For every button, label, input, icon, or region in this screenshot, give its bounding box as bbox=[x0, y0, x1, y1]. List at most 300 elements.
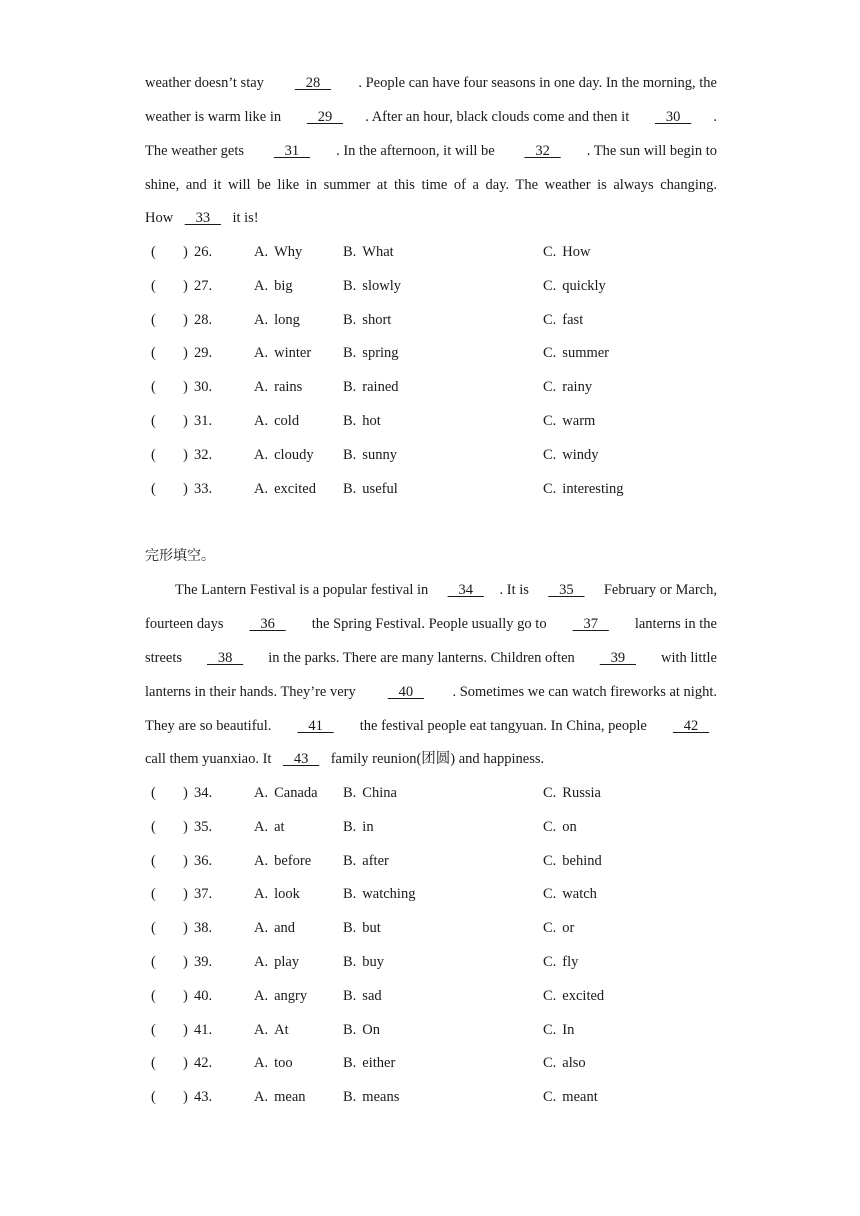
option-text: excited bbox=[274, 480, 316, 497]
answer-blank[interactable]: 31 bbox=[273, 143, 310, 159]
option-text: summer bbox=[562, 345, 610, 362]
question-number-value: 33 bbox=[194, 480, 209, 497]
question-row bbox=[145, 242, 717, 262]
passage-text: . People can have four seasons in one day. In the morning, the bbox=[358, 75, 717, 91]
option-text: big bbox=[274, 277, 293, 294]
question-row bbox=[145, 986, 717, 1006]
option-text: cloudy bbox=[274, 446, 314, 463]
passage-text: How bbox=[145, 210, 177, 226]
option-a[interactable] bbox=[254, 918, 295, 938]
option-text: On bbox=[362, 1021, 381, 1038]
answer-blank[interactable]: 40 bbox=[387, 684, 425, 700]
option-a[interactable] bbox=[254, 1087, 306, 1107]
option-c[interactable] bbox=[543, 479, 624, 499]
option-letter: B. bbox=[343, 244, 357, 260]
option-text: In bbox=[562, 1021, 575, 1038]
option-a[interactable] bbox=[254, 411, 299, 431]
answer-paren[interactable]: ) bbox=[183, 954, 188, 970]
paren-open: ( bbox=[151, 446, 156, 463]
question-number bbox=[194, 445, 212, 465]
answer-blank[interactable]: 30 bbox=[654, 109, 692, 125]
option-a[interactable] bbox=[254, 276, 293, 296]
passage-line bbox=[145, 141, 717, 161]
option-c[interactable] bbox=[543, 884, 597, 904]
paren-open: ( bbox=[151, 379, 156, 396]
option-text: meant bbox=[562, 1089, 598, 1106]
passage-text: call them yuanxiao. It bbox=[145, 751, 276, 767]
question-row bbox=[145, 1053, 717, 1073]
question-number bbox=[194, 817, 212, 837]
passage-text: lanterns in their hands. They’re very bbox=[145, 684, 360, 700]
passage-text: . The sun will begin to bbox=[586, 143, 717, 159]
question-number-dot: . bbox=[208, 379, 213, 396]
question-number-dot: . bbox=[208, 311, 213, 328]
option-letter: A. bbox=[254, 920, 269, 937]
option-c[interactable] bbox=[543, 377, 592, 397]
option-text: hot bbox=[362, 413, 381, 429]
passage-text: weather doesn’t stay bbox=[145, 75, 268, 91]
option-c[interactable] bbox=[543, 986, 604, 1006]
answer-paren[interactable]: ) bbox=[183, 987, 188, 1004]
answer-blank[interactable]: 29 bbox=[306, 109, 344, 125]
option-b[interactable] bbox=[343, 851, 389, 871]
question-number-value: 42 bbox=[194, 1055, 209, 1072]
option-text: At bbox=[274, 1021, 289, 1038]
option-c[interactable] bbox=[543, 411, 595, 431]
option-letter: A. bbox=[254, 345, 269, 362]
paren-open: ( bbox=[151, 1089, 156, 1106]
option-b[interactable] bbox=[343, 986, 382, 1006]
answer-paren[interactable]: ) bbox=[183, 785, 188, 801]
option-c[interactable] bbox=[543, 242, 591, 262]
question-number-value: 34 bbox=[194, 785, 209, 801]
option-a[interactable] bbox=[254, 986, 307, 1006]
question-row bbox=[145, 851, 717, 871]
answer-paren[interactable]: ) bbox=[183, 1055, 188, 1072]
option-b[interactable] bbox=[343, 411, 381, 431]
question-number-value: 41 bbox=[194, 1021, 209, 1038]
option-text: long bbox=[274, 311, 300, 328]
passage-line bbox=[145, 208, 717, 228]
option-text: also bbox=[562, 1055, 586, 1072]
option-text: windy bbox=[562, 446, 599, 463]
question-number bbox=[194, 1087, 212, 1107]
answer-paren[interactable]: ) bbox=[183, 345, 188, 362]
option-a[interactable] bbox=[254, 310, 300, 330]
passage-line bbox=[145, 175, 717, 195]
question-number-dot: . bbox=[208, 413, 213, 429]
option-a[interactable] bbox=[254, 242, 302, 262]
paren-open: ( bbox=[151, 954, 156, 970]
option-letter: C. bbox=[543, 785, 557, 801]
passage-line bbox=[145, 682, 717, 702]
option-letter: B. bbox=[343, 954, 357, 970]
passage-text: lanterns in the bbox=[631, 616, 717, 632]
passage-text: . Sometimes we can watch fireworks at night. bbox=[452, 684, 717, 700]
option-a[interactable] bbox=[254, 377, 302, 397]
option-letter: A. bbox=[254, 244, 269, 260]
question-number bbox=[194, 310, 212, 330]
section-title: 完形填空。 bbox=[145, 548, 215, 564]
option-text: angry bbox=[274, 987, 308, 1004]
passage-text: weather is warm like in bbox=[145, 109, 285, 125]
question-number-dot: . bbox=[208, 954, 213, 970]
question-number-value: 40 bbox=[194, 987, 209, 1004]
option-letter: B. bbox=[343, 311, 357, 328]
option-c[interactable] bbox=[543, 276, 606, 296]
option-letter: B. bbox=[343, 413, 357, 429]
question-row bbox=[145, 1020, 717, 1040]
option-letter: C. bbox=[543, 379, 557, 396]
option-b[interactable] bbox=[343, 1020, 380, 1040]
option-text: watch bbox=[562, 886, 597, 903]
option-letter: A. bbox=[254, 987, 269, 1004]
question-row bbox=[145, 479, 717, 499]
option-text: Why bbox=[274, 244, 303, 260]
option-text: sunny bbox=[362, 446, 397, 463]
answer-blank[interactable]: 32 bbox=[524, 143, 561, 159]
question-number bbox=[194, 343, 212, 363]
passage-text: . After an hour, black clouds come and then it bbox=[365, 109, 633, 125]
question-number bbox=[194, 1053, 212, 1073]
option-text: buy bbox=[362, 954, 385, 970]
option-a[interactable] bbox=[254, 817, 285, 837]
question-row bbox=[145, 276, 717, 296]
paren-open: ( bbox=[151, 852, 156, 869]
option-text: either bbox=[362, 1055, 396, 1072]
passage-text: family reunion(团圆) and happiness. bbox=[327, 751, 545, 767]
option-letter: A. bbox=[254, 1021, 269, 1038]
question-number-dot: . bbox=[208, 852, 213, 869]
option-letter: A. bbox=[254, 886, 269, 903]
option-letter: B. bbox=[343, 920, 357, 937]
option-c[interactable] bbox=[543, 445, 599, 465]
passage-text: . bbox=[713, 109, 717, 125]
question-row bbox=[145, 817, 717, 837]
answer-paren[interactable]: ) bbox=[183, 852, 188, 869]
option-text: play bbox=[274, 954, 300, 970]
option-text: quickly bbox=[562, 277, 606, 294]
option-letter: A. bbox=[254, 413, 269, 429]
option-letter: A. bbox=[254, 785, 269, 801]
option-b[interactable] bbox=[343, 343, 399, 363]
answer-paren[interactable]: ) bbox=[183, 379, 188, 396]
question-number bbox=[194, 377, 212, 397]
question-row bbox=[145, 952, 717, 972]
question-row bbox=[145, 411, 717, 431]
question-number-dot: . bbox=[208, 1089, 213, 1106]
question-number bbox=[194, 411, 212, 431]
option-a[interactable] bbox=[254, 1020, 289, 1040]
option-letter: B. bbox=[343, 785, 357, 801]
option-text: rains bbox=[274, 379, 303, 396]
option-letter: B. bbox=[343, 345, 357, 362]
question-row bbox=[145, 783, 717, 803]
answer-blank[interactable]: 34 bbox=[447, 582, 484, 598]
option-text: rained bbox=[362, 379, 399, 396]
paren-open: ( bbox=[151, 345, 156, 362]
option-text: rainy bbox=[562, 379, 593, 396]
option-letter: C. bbox=[543, 345, 557, 362]
passage-text: . It is bbox=[499, 582, 533, 598]
answer-blank[interactable]: 36 bbox=[249, 616, 286, 632]
option-letter: A. bbox=[254, 446, 269, 463]
option-letter: C. bbox=[543, 1055, 557, 1072]
option-text: winter bbox=[274, 345, 312, 362]
question-row bbox=[145, 884, 717, 904]
answer-paren[interactable]: ) bbox=[183, 446, 188, 463]
question-number bbox=[194, 918, 212, 938]
passage-text: in the parks. There are many lanterns. Children often bbox=[264, 650, 579, 666]
option-letter: A. bbox=[254, 311, 269, 328]
passage-text: . In the afternoon, it will be bbox=[336, 143, 499, 159]
answer-blank[interactable]: 28 bbox=[294, 75, 332, 91]
option-letter: C. bbox=[543, 446, 557, 463]
answer-paren[interactable]: ) bbox=[183, 480, 188, 497]
question-number-value: 32 bbox=[194, 446, 209, 463]
answer-blank[interactable]: 42 bbox=[672, 718, 710, 734]
option-b[interactable] bbox=[343, 276, 401, 296]
paren-open: ( bbox=[151, 920, 156, 937]
option-c[interactable] bbox=[543, 783, 601, 803]
paren-open: ( bbox=[151, 886, 156, 903]
option-c[interactable] bbox=[543, 343, 609, 363]
answer-paren[interactable]: ) bbox=[183, 818, 188, 835]
option-c[interactable] bbox=[543, 1053, 586, 1073]
option-b[interactable] bbox=[343, 1053, 395, 1073]
option-a[interactable] bbox=[254, 445, 314, 465]
question-number-dot: . bbox=[208, 446, 213, 463]
option-c[interactable] bbox=[543, 817, 577, 837]
answer-blank[interactable]: 38 bbox=[207, 650, 244, 666]
option-b[interactable] bbox=[343, 479, 398, 499]
answer-blank[interactable]: 35 bbox=[548, 582, 585, 598]
question-number-value: 28 bbox=[194, 311, 209, 328]
answer-blank[interactable]: 33 bbox=[184, 210, 221, 226]
question-number-dot: . bbox=[208, 886, 213, 903]
question-number-dot: . bbox=[208, 785, 213, 801]
question-row bbox=[145, 1087, 717, 1107]
option-text: or bbox=[562, 920, 575, 937]
question-number-dot: . bbox=[208, 1021, 213, 1038]
option-letter: B. bbox=[343, 1021, 357, 1038]
option-letter: A. bbox=[254, 480, 269, 497]
question-number-dot: . bbox=[208, 818, 213, 835]
answer-paren[interactable]: ) bbox=[183, 413, 188, 429]
answer-paren[interactable]: ) bbox=[183, 1089, 188, 1106]
question-number-dot: . bbox=[208, 244, 213, 260]
option-text: What bbox=[362, 244, 394, 260]
answer-paren[interactable]: ) bbox=[183, 886, 188, 903]
option-text: watching bbox=[362, 886, 416, 903]
question-number bbox=[194, 242, 212, 262]
option-text: short bbox=[362, 311, 392, 328]
answer-paren[interactable]: ) bbox=[183, 1021, 188, 1038]
option-letter: B. bbox=[343, 818, 357, 835]
option-b[interactable] bbox=[343, 884, 415, 904]
option-letter: B. bbox=[343, 379, 357, 396]
option-b[interactable] bbox=[343, 310, 391, 330]
option-letter: C. bbox=[543, 1089, 557, 1106]
paren-open: ( bbox=[151, 785, 156, 801]
option-letter: B. bbox=[343, 1055, 357, 1072]
option-text: slowly bbox=[362, 277, 401, 294]
passage-text: it is! bbox=[228, 210, 259, 226]
option-letter: A. bbox=[254, 379, 269, 396]
question-number bbox=[194, 884, 212, 904]
option-c[interactable] bbox=[543, 1087, 598, 1107]
option-text: sad bbox=[362, 987, 382, 1004]
question-number-dot: . bbox=[208, 277, 213, 294]
passage-text: shine, and it will be like in summer at this time of a day. The weather is always changing. bbox=[145, 177, 717, 193]
option-text: useful bbox=[362, 480, 398, 497]
option-letter: B. bbox=[343, 480, 357, 497]
option-text: and bbox=[274, 920, 296, 937]
option-a[interactable] bbox=[254, 884, 300, 904]
option-a[interactable] bbox=[254, 851, 311, 871]
passage-line bbox=[145, 749, 717, 769]
paren-open: ( bbox=[151, 277, 156, 294]
paren-open: ( bbox=[151, 413, 156, 429]
answer-paren[interactable]: ) bbox=[183, 920, 188, 937]
option-c[interactable] bbox=[543, 310, 583, 330]
option-letter: C. bbox=[543, 886, 557, 903]
question-number bbox=[194, 783, 212, 803]
answer-blank[interactable]: 37 bbox=[572, 616, 609, 632]
passage-text: streets bbox=[145, 650, 186, 666]
option-letter: B. bbox=[343, 1089, 357, 1106]
option-a[interactable] bbox=[254, 479, 316, 499]
option-letter: A. bbox=[254, 1055, 269, 1072]
question-number-value: 37 bbox=[194, 886, 209, 903]
question-number-value: 27 bbox=[194, 277, 209, 294]
question-row bbox=[145, 343, 717, 363]
option-text: in bbox=[362, 818, 374, 835]
option-text: too bbox=[274, 1055, 293, 1072]
option-letter: B. bbox=[343, 446, 357, 463]
question-number bbox=[194, 986, 212, 1006]
question-number-value: 26 bbox=[194, 244, 209, 260]
answer-paren[interactable]: ) bbox=[183, 311, 188, 328]
option-letter: C. bbox=[543, 920, 557, 937]
option-b[interactable] bbox=[343, 783, 397, 803]
option-text: How bbox=[562, 244, 591, 260]
option-text: at bbox=[274, 818, 285, 835]
option-text: fast bbox=[562, 311, 584, 328]
option-letter: B. bbox=[343, 886, 357, 903]
question-number-value: 38 bbox=[194, 920, 209, 937]
option-a[interactable] bbox=[254, 783, 318, 803]
answer-blank[interactable]: 41 bbox=[297, 718, 334, 734]
passage-text: The Lantern Festival is a popular festival in bbox=[175, 582, 432, 598]
question-number-value: 31 bbox=[194, 413, 209, 429]
answer-blank[interactable]: 43 bbox=[282, 751, 320, 767]
question-number-dot: . bbox=[208, 480, 213, 497]
passage-text: with little bbox=[657, 650, 717, 666]
option-letter: A. bbox=[254, 852, 269, 869]
option-text: after bbox=[362, 852, 389, 869]
option-text: behind bbox=[562, 852, 602, 869]
option-letter: C. bbox=[543, 311, 557, 328]
question-number-value: 30 bbox=[194, 379, 209, 396]
option-letter: C. bbox=[543, 987, 557, 1004]
option-b[interactable] bbox=[343, 242, 394, 262]
option-b[interactable] bbox=[343, 817, 374, 837]
option-b[interactable] bbox=[343, 377, 399, 397]
option-text: look bbox=[274, 886, 300, 903]
passage-line bbox=[175, 580, 717, 600]
passage-text: They are so beautiful. bbox=[145, 718, 276, 734]
passage-line bbox=[145, 107, 717, 127]
option-letter: C. bbox=[543, 954, 557, 970]
option-b[interactable] bbox=[343, 445, 397, 465]
question-number bbox=[194, 276, 212, 296]
question-number-dot: . bbox=[208, 987, 213, 1004]
option-letter: B. bbox=[343, 987, 357, 1004]
question-number-dot: . bbox=[208, 920, 213, 937]
paren-open: ( bbox=[151, 1055, 156, 1072]
question-number bbox=[194, 952, 212, 972]
option-letter: C. bbox=[543, 413, 557, 429]
option-letter: C. bbox=[543, 277, 557, 294]
option-text: Russia bbox=[562, 785, 601, 801]
paren-open: ( bbox=[151, 1021, 156, 1038]
question-row bbox=[145, 377, 717, 397]
question-number bbox=[194, 851, 212, 871]
option-a[interactable] bbox=[254, 1053, 293, 1073]
option-letter: C. bbox=[543, 244, 557, 260]
paren-open: ( bbox=[151, 818, 156, 835]
question-number-value: 36 bbox=[194, 852, 209, 869]
option-a[interactable] bbox=[254, 952, 299, 972]
question-number bbox=[194, 479, 212, 499]
option-text: before bbox=[274, 852, 312, 869]
question-number-value: 29 bbox=[194, 345, 209, 362]
option-b[interactable] bbox=[343, 1087, 399, 1107]
passage-line bbox=[145, 716, 717, 736]
option-c[interactable] bbox=[543, 952, 578, 972]
answer-blank[interactable]: 39 bbox=[599, 650, 636, 666]
option-letter: A. bbox=[254, 954, 269, 970]
option-c[interactable] bbox=[543, 918, 574, 938]
paren-open: ( bbox=[151, 480, 156, 497]
question-row bbox=[145, 445, 717, 465]
option-letter: C. bbox=[543, 818, 557, 835]
option-a[interactable] bbox=[254, 343, 311, 363]
option-text: China bbox=[362, 785, 397, 801]
option-letter: A. bbox=[254, 277, 269, 294]
option-b[interactable] bbox=[343, 918, 381, 938]
paren-open: ( bbox=[151, 311, 156, 328]
answer-paren[interactable]: ) bbox=[183, 244, 188, 260]
paren-open: ( bbox=[151, 987, 156, 1004]
option-text: spring bbox=[362, 345, 399, 362]
passage-text: the festival people eat tangyuan. In China, people bbox=[356, 718, 651, 734]
option-c[interactable] bbox=[543, 1020, 574, 1040]
option-text: warm bbox=[562, 413, 596, 429]
answer-paren[interactable]: ) bbox=[183, 277, 188, 294]
option-text: cold bbox=[274, 413, 300, 429]
question-row bbox=[145, 310, 717, 330]
question-number-value: 35 bbox=[194, 818, 209, 835]
paren-open: ( bbox=[151, 244, 156, 260]
option-b[interactable] bbox=[343, 952, 384, 972]
option-text: Canada bbox=[274, 785, 318, 801]
option-text: means bbox=[362, 1089, 400, 1106]
option-letter: C. bbox=[543, 480, 557, 497]
passage-text: The weather gets bbox=[145, 143, 248, 159]
option-c[interactable] bbox=[543, 851, 602, 871]
